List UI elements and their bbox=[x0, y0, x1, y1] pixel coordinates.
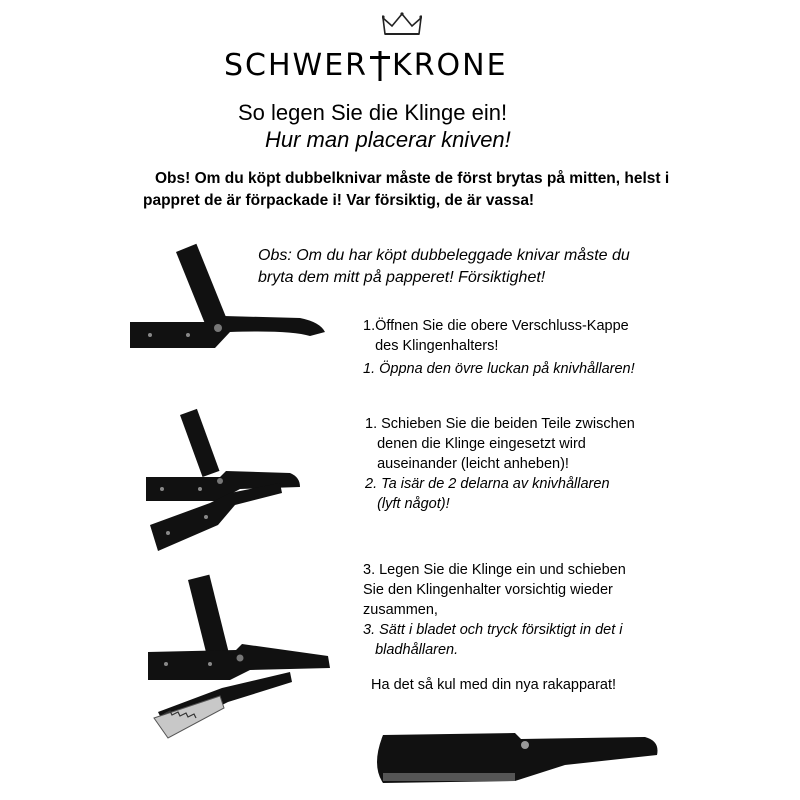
step-2 bbox=[365, 414, 635, 514]
razor-illustration-open bbox=[120, 240, 350, 360]
step-1-de-line: 1.Öffnen Sie die obere Verschluss-Kappe bbox=[363, 318, 629, 334]
brand-left: SCHWER bbox=[224, 48, 369, 83]
note-line: Obs: Om du har köpt dubbeleggade knivar måste du bbox=[258, 247, 630, 264]
step-3-sv-line: 3. Sätt i bladet och tryck försiktigt in det i bbox=[363, 622, 623, 638]
warning-text: Obs! Om du köpt dubbelknivar måste de först brytas på mitten, helst i pappret de är förpackade i! Var försiktig, de är vassa! bbox=[143, 170, 670, 209]
step-1-de-line: des Klingenhalters! bbox=[363, 338, 499, 354]
brand-logo bbox=[224, 48, 508, 83]
step-2-de-line: 1. Schieben Sie die beiden Teile zwischen bbox=[365, 416, 635, 432]
step-3-de-line: 3. Legen Sie die Klinge ein und schieben bbox=[363, 562, 626, 578]
title-german: So legen Sie die Klinge ein! bbox=[238, 100, 508, 125]
step-2-de-line: auseinander (leicht anheben)! bbox=[365, 456, 569, 472]
step-3 bbox=[363, 560, 626, 660]
crown-icon bbox=[382, 12, 422, 38]
sword-icon bbox=[368, 51, 392, 81]
step-3-sv-line: bladhållaren. bbox=[363, 642, 459, 658]
brand-right: KRONE bbox=[392, 48, 508, 83]
step-2-sv-line: 2. Ta isär de 2 delarna av knivhållaren bbox=[365, 476, 610, 492]
closing-text: Ha det så kul med din nya rakapparat! bbox=[371, 677, 617, 693]
step-1-sv-line: 1. Öppna den övre luckan på knivhållaren! bbox=[363, 361, 635, 377]
razor-illustration-closed bbox=[365, 725, 665, 795]
razor-illustration-blade bbox=[140, 572, 340, 747]
step-1 bbox=[363, 316, 635, 379]
title-swedish: Hur man placerar kniven! bbox=[265, 127, 511, 152]
step-3-de-line: zusammen, bbox=[363, 602, 438, 618]
step-2-sv-line: (lyft något)! bbox=[365, 496, 450, 512]
step-3-de-line: Sie den Klingenhalter vorsichtig wieder bbox=[363, 582, 613, 598]
note-line: bryta dem mitt på papperet! Försiktighet! bbox=[258, 269, 546, 286]
step-2-de-line: denen die Klinge eingesetzt wird bbox=[365, 436, 586, 452]
razor-illustration-separated bbox=[140, 405, 320, 555]
